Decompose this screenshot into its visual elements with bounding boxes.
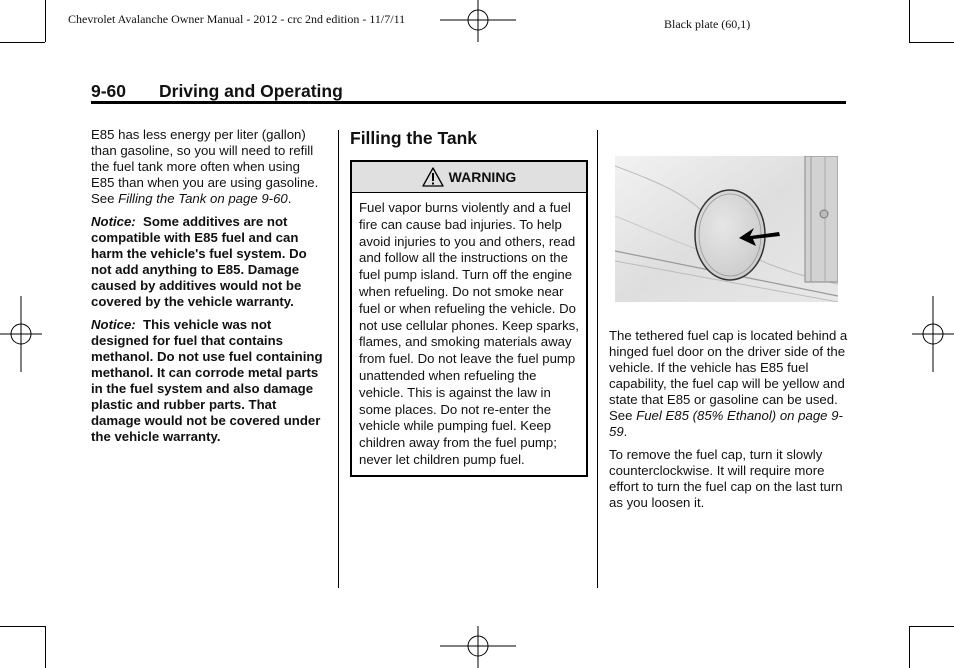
crop-mark (0, 42, 45, 43)
header-rule (91, 101, 846, 104)
notice-text: Some additives are not compatible with E85 fuel and can harm the vehicle's fuel system. Do not add anything to E85. Damage caused by additives would not be covered by the vehicle warranty. (91, 214, 307, 309)
paragraph-text: The tethered fuel cap is located behind a hinged fuel door on the driver side of the vehicle. If the vehicle has E85 fuel capability, the fuel cap will be yellow and state that E85 or gasoline can be used. See (609, 328, 848, 423)
column-divider (338, 130, 339, 588)
crop-crosshair-icon (0, 296, 42, 372)
notice-label: Notice: (91, 317, 136, 332)
column-2 (350, 128, 588, 477)
notice-text: This vehicle was not designed for fuel that contains methanol. Do not use fuel containing methanol. It can corrode metal parts in the fuel system and also damage plastic and rubber parts. That damage would not be covered under the vehicle warranty. (91, 317, 323, 444)
crop-mark (45, 0, 46, 42)
crop-crosshair-icon (912, 296, 954, 372)
remove-cap-paragraph: To remove the fuel cap, turn it slowly counterclockwise. It will require more effort to turn the fuel cap on the last turn as you loosen it. (609, 447, 843, 510)
column-3 (609, 328, 849, 518)
warning-header (352, 162, 586, 193)
warning-label: WARNING (448, 169, 517, 185)
crop-mark (909, 42, 954, 43)
notice-methanol (91, 317, 327, 445)
filling-tank-heading: Filling the Tank (350, 128, 478, 148)
crop-crosshair-icon (440, 0, 516, 42)
crop-mark (909, 626, 954, 627)
page-number: 9-60 (91, 81, 127, 101)
paragraph-text: E85 has less energy per liter (gallon) than gasoline, so you will need to refill the fuel tank more often when using E85 than when you are using gasoline. See (91, 127, 319, 206)
warning-text: Fuel vapor burns violently and a fuel fire can cause bad injuries. To help avoid injuries to you and others, read and follow all the instructions on the fuel pump island. Turn off the engine when refueling. Do not smoke near fuel or when refueling the vehicle. Do not use cellular phones. Keep sparks, flames, and smoking materials away from fuel. Do not leave the fuel pump unattended when refueling the vehicle. This is against the law in some places. Do not re-enter the vehicle while pumping fuel. Keep children away from the fuel pump; never let children pump fuel. (359, 200, 579, 467)
section-title: Driving and Operating (159, 81, 343, 101)
column-1 (91, 127, 327, 452)
crop-mark (45, 626, 46, 668)
fuel-cap-paragraph (609, 328, 849, 440)
cross-reference-link[interactable]: Fuel E85 (85% Ethanol) on page 9-59 (609, 408, 843, 439)
notice-label: Notice: (91, 214, 136, 229)
plate-label: Black plate (60,1) (664, 17, 751, 31)
cross-reference-link[interactable]: Filling the Tank on page 9-60 (118, 191, 288, 206)
notice-additives (91, 214, 327, 310)
column-divider (597, 130, 598, 588)
e85-paragraph (91, 127, 327, 207)
crop-mark (0, 626, 45, 627)
crop-mark (909, 0, 910, 42)
warning-box (350, 160, 588, 477)
fuel-door-illustration (615, 156, 838, 302)
crop-crosshair-icon (440, 626, 516, 668)
paragraph-end: . (287, 191, 292, 206)
document-info: Chevrolet Avalanche Owner Manual - 2012 - crc 2nd edition - 11/7/11 (68, 12, 406, 26)
warning-triangle-icon (422, 167, 444, 187)
paragraph-end: . (623, 424, 628, 439)
crop-mark (909, 626, 910, 668)
